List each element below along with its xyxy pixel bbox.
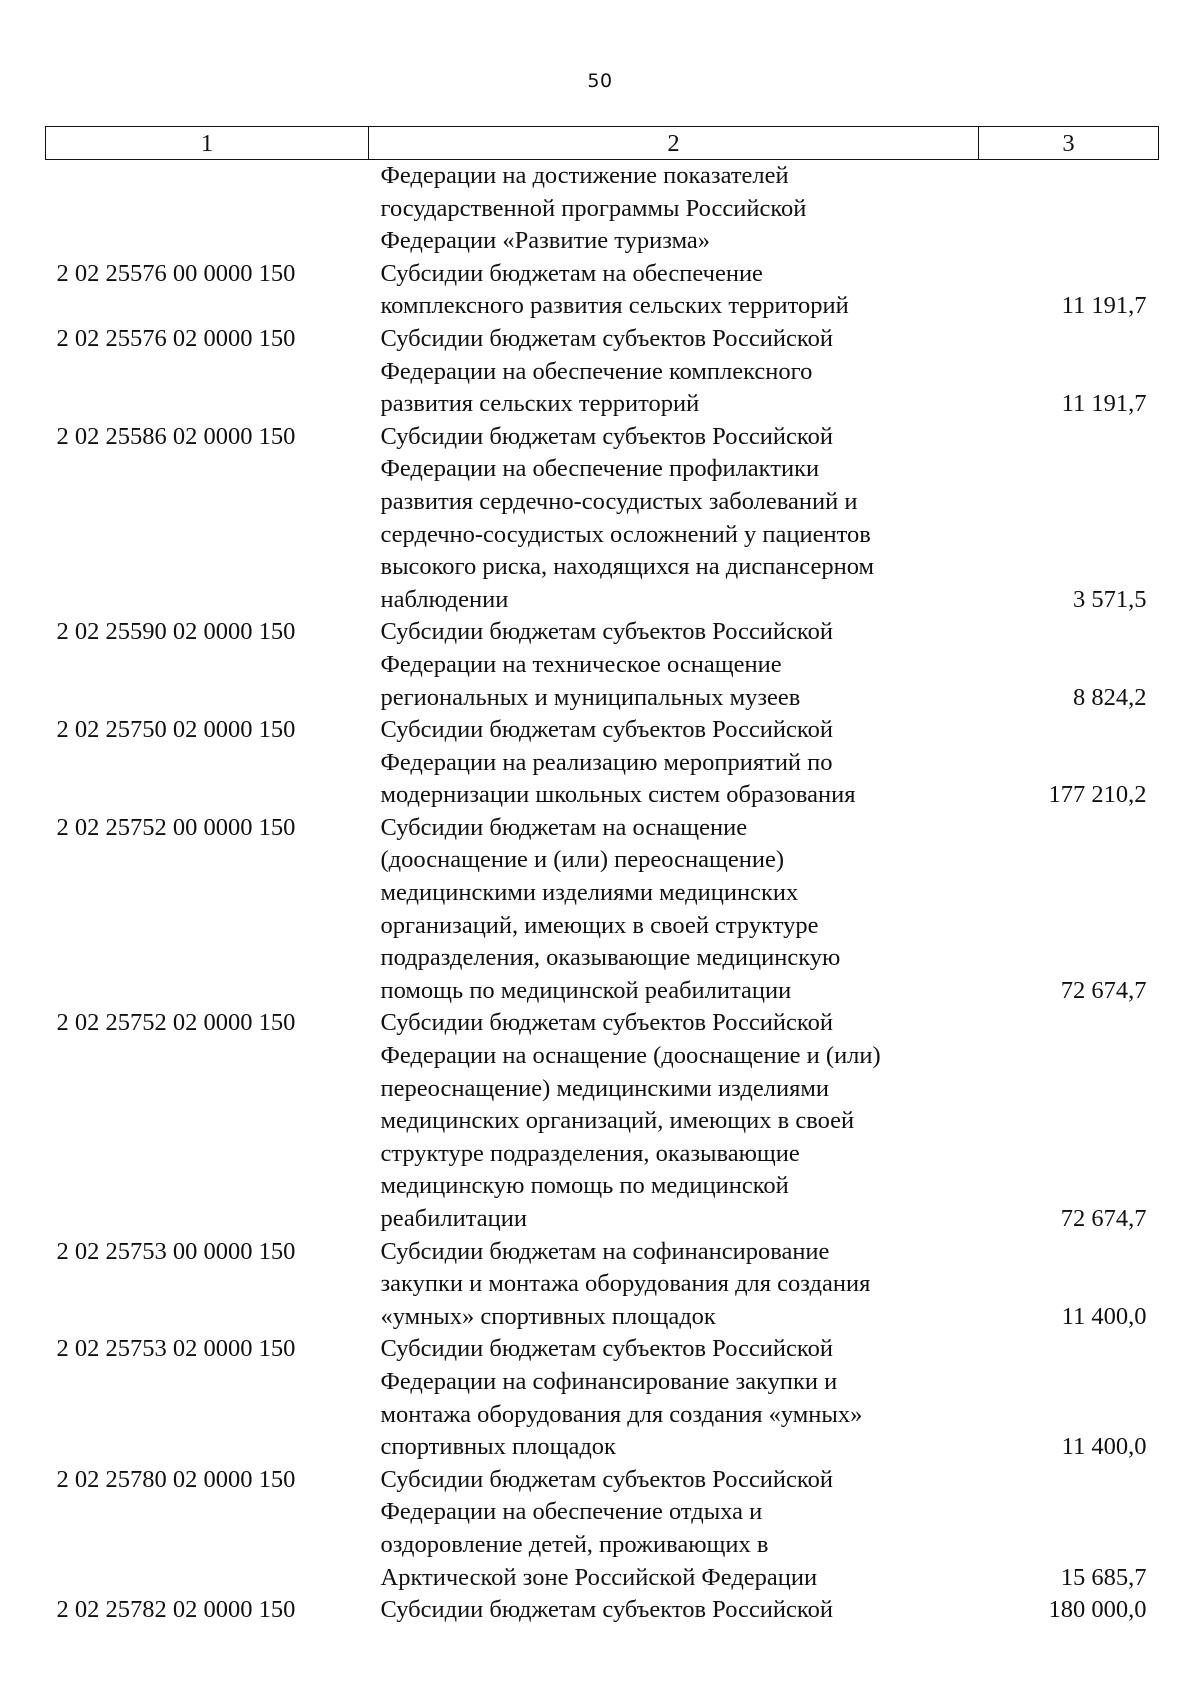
description-cell bbox=[369, 1594, 979, 1627]
description-cell bbox=[369, 1333, 979, 1463]
table-row bbox=[46, 1236, 1159, 1334]
description-line: сердечно-сосудистых осложнений у пациентов bbox=[380, 520, 871, 548]
description-line: оздоровление детей, проживающих в bbox=[380, 1530, 769, 1558]
budget-code-cell: 2 02 25586 02 0000 150 bbox=[56, 422, 296, 450]
description-line: структуре подразделения, оказывающие bbox=[380, 1139, 800, 1167]
description-cell bbox=[369, 616, 979, 714]
description-line: спортивных площадок bbox=[380, 1433, 616, 1461]
table-row bbox=[46, 323, 1159, 421]
amount-cell: 72 674,7 bbox=[1060, 976, 1147, 1004]
description-line: Федерации на софинансирование закупки и bbox=[380, 1367, 838, 1395]
table-row bbox=[46, 1333, 1159, 1463]
table-row bbox=[46, 812, 1159, 1008]
description-line: модернизации школьных систем образования bbox=[380, 781, 856, 809]
budget-code-cell: 2 02 25590 02 0000 150 bbox=[56, 618, 296, 646]
description-line: помощь по медицинской реабилитации bbox=[380, 976, 792, 1004]
table-row bbox=[46, 1007, 1159, 1235]
description-line: медицинскими изделиями медицинских bbox=[380, 879, 799, 907]
description-line: монтажа оборудования для создания «умных» bbox=[380, 1400, 863, 1428]
column-header-amount: 3 bbox=[979, 127, 1159, 160]
amount-cell: 11 191,7 bbox=[1061, 292, 1147, 320]
header-row bbox=[46, 127, 1159, 160]
budget-code-cell: 2 02 25753 00 0000 150 bbox=[56, 1237, 296, 1265]
description-line: Федерации на реализацию мероприятий по bbox=[380, 748, 833, 776]
table-row bbox=[46, 258, 1159, 323]
budget-code-cell: 2 02 25782 02 0000 150 bbox=[56, 1596, 296, 1624]
amount-cell bbox=[979, 160, 1159, 258]
description-line: Федерации на обеспечение комплексного bbox=[380, 357, 813, 385]
description-line: Субсидии бюджетам субъектов Российской bbox=[380, 716, 833, 744]
amount-cell: 180 000,0 bbox=[1048, 1596, 1147, 1624]
description-line: Федерации на достижение показателей bbox=[380, 162, 789, 189]
table-row bbox=[46, 421, 1159, 617]
description-line: Субсидии бюджетам на обеспечение bbox=[380, 259, 763, 287]
budget-code-cell: 2 02 25576 02 0000 150 bbox=[56, 324, 296, 352]
budget-code-cell: 2 02 25752 00 0000 150 bbox=[56, 813, 296, 841]
budget-code-cell bbox=[46, 160, 369, 258]
amount-cell: 11 400,0 bbox=[1061, 1302, 1147, 1330]
description-cell bbox=[369, 714, 979, 812]
table-body bbox=[46, 160, 1159, 1627]
description-line: Федерации на оснащение (дооснащение и (или) bbox=[380, 1042, 881, 1070]
amount-cell: 177 210,2 bbox=[1048, 781, 1147, 809]
amount-cell: 72 674,7 bbox=[1060, 1205, 1147, 1232]
description-line: реабилитации bbox=[380, 1205, 527, 1232]
budget-code-cell: 2 02 25576 00 0000 150 bbox=[56, 259, 296, 287]
description-line: Субсидии бюджетам субъектов Российской bbox=[380, 1335, 833, 1363]
description-line: государственной программы Российской bbox=[380, 194, 807, 222]
amount-cell: 11 191,7 bbox=[1061, 390, 1147, 418]
description-line: Субсидии бюджетам субъектов Российской bbox=[380, 1596, 833, 1624]
column-header-code: 1 bbox=[46, 127, 369, 160]
table-row bbox=[46, 160, 1159, 258]
description-line: переоснащение) медицинскими изделиями bbox=[380, 1074, 829, 1102]
description-cell bbox=[369, 1007, 979, 1235]
table-header bbox=[46, 127, 1159, 160]
description-line: Субсидии бюджетам на оснащение bbox=[380, 813, 748, 841]
description-cell bbox=[369, 258, 979, 323]
budget-code-cell: 2 02 25752 02 0000 150 bbox=[56, 1009, 296, 1037]
description-line: региональных и муниципальных музеев bbox=[380, 683, 801, 711]
description-cell bbox=[369, 812, 979, 1008]
description-line: «умных» спортивных площадок bbox=[380, 1302, 716, 1330]
column-header-description: 2 bbox=[369, 127, 979, 160]
table-row bbox=[46, 1594, 1159, 1627]
description-line: Субсидии бюджетам субъектов Российской bbox=[380, 1009, 833, 1037]
description-line: Субсидии бюджетам на софинансирование bbox=[380, 1237, 830, 1265]
description-line: медицинских организаций, имеющих в своей bbox=[380, 1107, 855, 1135]
amount-cell: 15 685,7 bbox=[1060, 1563, 1147, 1591]
description-line: Субсидии бюджетам субъектов Российской bbox=[380, 324, 833, 352]
description-line: Федерации на техническое оснащение bbox=[380, 650, 782, 678]
budget-code-cell: 2 02 25750 02 0000 150 bbox=[56, 716, 296, 744]
description-line: Федерации «Развитие туризма» bbox=[380, 227, 711, 255]
table-row bbox=[46, 1464, 1159, 1594]
description-cell bbox=[369, 1464, 979, 1594]
description-line: Федерации на обеспечение профилактики bbox=[380, 455, 820, 483]
budget-code-cell: 2 02 25753 02 0000 150 bbox=[56, 1335, 296, 1363]
description-line: подразделения, оказывающие медицинскую bbox=[380, 944, 841, 972]
description-line: Субсидии бюджетам субъектов Российской bbox=[380, 618, 833, 646]
description-cell bbox=[369, 421, 979, 617]
budget-table bbox=[45, 126, 1159, 1627]
description-line: закупки и монтажа оборудования для создания bbox=[380, 1270, 871, 1298]
budget-code-cell: 2 02 25780 02 0000 150 bbox=[56, 1465, 296, 1493]
description-line: медицинскую помощь по медицинской bbox=[380, 1172, 789, 1200]
page-number: 50 bbox=[587, 70, 613, 92]
description-line: комплексного развития сельских территорий bbox=[380, 292, 849, 320]
description-line: высокого риска, находящихся на диспансерном bbox=[380, 553, 874, 581]
description-cell bbox=[369, 323, 979, 421]
description-line: Субсидии бюджетам субъектов Российской bbox=[380, 422, 833, 450]
description-line: Арктической зоне Российской Федерации bbox=[380, 1563, 818, 1591]
description-line: Субсидии бюджетам субъектов Российской bbox=[380, 1465, 833, 1493]
description-line: (дооснащение и (или) переоснащение) bbox=[380, 846, 785, 874]
table-row bbox=[46, 714, 1159, 812]
description-line: развития сельских территорий bbox=[380, 390, 700, 418]
amount-cell: 11 400,0 bbox=[1061, 1433, 1147, 1461]
description-cell bbox=[369, 160, 979, 258]
amount-cell: 3 571,5 bbox=[1073, 585, 1147, 613]
table-row bbox=[46, 616, 1159, 714]
description-line: наблюдении bbox=[380, 585, 509, 613]
description-line: Федерации на обеспечение отдыха и bbox=[380, 1498, 763, 1526]
description-line: организаций, имеющих в своей структуре bbox=[380, 911, 819, 939]
amount-cell: 8 824,2 bbox=[1073, 683, 1147, 711]
description-cell bbox=[369, 1236, 979, 1334]
description-line: развития сердечно-сосудистых заболеваний и bbox=[380, 487, 858, 515]
